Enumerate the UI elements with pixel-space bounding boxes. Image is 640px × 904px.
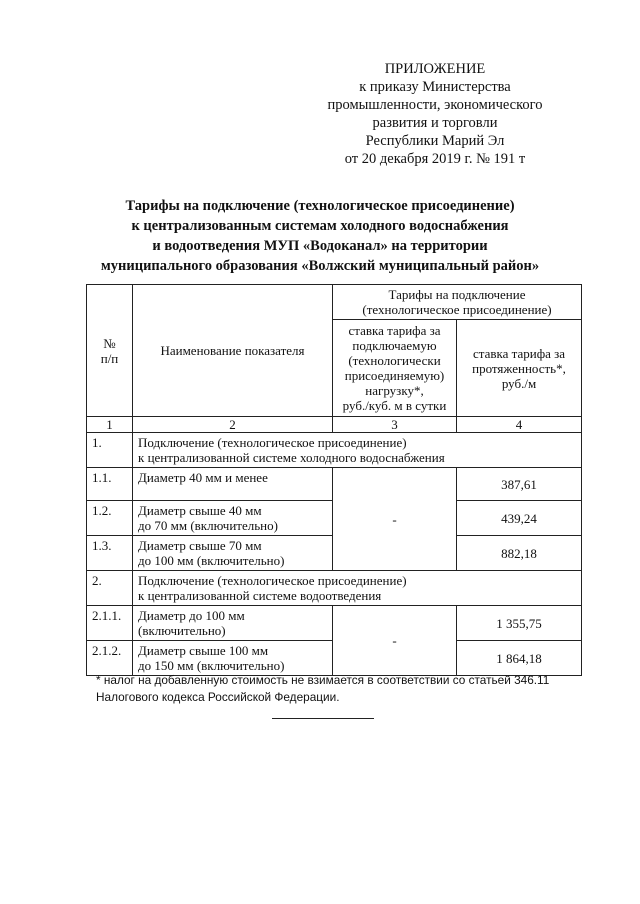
appendix-heading: ПРИЛОЖЕНИЕ bbox=[384, 61, 486, 77]
header-number: № п/п bbox=[87, 285, 133, 417]
length-rate-value: 882,18 bbox=[457, 536, 582, 571]
column-number: 4 bbox=[457, 417, 582, 433]
header-length-rate: ставка тарифа за протяженность*, руб./м bbox=[457, 320, 582, 417]
appendix-block bbox=[300, 60, 570, 168]
column-number: 1 bbox=[87, 417, 133, 433]
table-row bbox=[87, 468, 582, 501]
appendix-line: развития и торговли bbox=[372, 115, 498, 131]
length-rate-value: 1 864,18 bbox=[457, 641, 582, 676]
length-rate-value: 1 355,75 bbox=[457, 606, 582, 641]
section-row bbox=[87, 571, 582, 606]
header-indicator-name: Наименование показателя bbox=[133, 285, 333, 417]
table-row bbox=[87, 606, 582, 641]
row-name: Диаметр 40 мм и менее bbox=[133, 468, 333, 501]
row-name: Диаметр свыше 40 мм до 70 мм (включительно) bbox=[133, 501, 333, 536]
appendix-line: промышленности, экономического bbox=[327, 97, 543, 113]
row-number: 2.1.1. bbox=[87, 606, 133, 641]
title-line: муниципального образования «Волжский муниципальный район» bbox=[100, 258, 540, 274]
title-line: Тарифы на подключение (технологическое присоединение) bbox=[125, 198, 515, 214]
footnote-line: Налогового кодекса Российской Федерации. bbox=[96, 690, 340, 704]
section-title: Подключение (технологическое присоединение) к централизованной системе водоотведения bbox=[133, 571, 582, 606]
header-row bbox=[87, 285, 582, 320]
row-number: 1.1. bbox=[87, 468, 133, 501]
row-number: 1.2. bbox=[87, 501, 133, 536]
title-line: и водоотведения МУП «Водоканал» на территории bbox=[152, 238, 488, 254]
section-title: Подключение (технологическое присоединение) к централизованной системе холодного водоснабжения bbox=[133, 433, 582, 468]
footnote-line: * налог на добавленную стоимость не взимается в соответствии со статьей 346.11 bbox=[96, 673, 550, 687]
title-line: к централизованным системам холодного водоснабжения bbox=[131, 218, 509, 234]
footnote bbox=[96, 672, 576, 706]
length-rate-value: 387,61 bbox=[457, 468, 582, 501]
column-number: 3 bbox=[333, 417, 457, 433]
load-rate-value: - bbox=[333, 606, 457, 676]
closing-divider bbox=[272, 718, 374, 719]
load-rate-value: - bbox=[333, 468, 457, 571]
column-numbers-row bbox=[87, 417, 582, 433]
document-title bbox=[60, 196, 580, 276]
row-number: 2.1.2. bbox=[87, 641, 133, 676]
header-tariffs-group: Тарифы на подключение (технологическое присоединение) bbox=[333, 285, 582, 320]
appendix-date-line: от 20 декабря 2019 г. № 191 т bbox=[344, 151, 526, 167]
row-name: Диаметр свыше 70 мм до 100 мм (включительно) bbox=[133, 536, 333, 571]
section-number: 2. bbox=[87, 571, 133, 606]
appendix-line: к приказу Министерства bbox=[359, 79, 511, 95]
length-rate-value: 439,24 bbox=[457, 501, 582, 536]
header-load-rate: ставка тарифа за подключаемую (технологически присоединяемую) нагрузку*, руб./куб. м в сутки bbox=[333, 320, 457, 417]
row-name: Диаметр до 100 мм (включительно) bbox=[133, 606, 333, 641]
tariffs-table bbox=[86, 284, 582, 676]
column-number: 2 bbox=[133, 417, 333, 433]
appendix-line: Республики Марий Эл bbox=[365, 133, 505, 149]
section-row bbox=[87, 433, 582, 468]
row-number: 1.3. bbox=[87, 536, 133, 571]
section-number: 1. bbox=[87, 433, 133, 468]
row-name: Диаметр свыше 100 мм до 150 мм (включительно) bbox=[133, 641, 333, 676]
